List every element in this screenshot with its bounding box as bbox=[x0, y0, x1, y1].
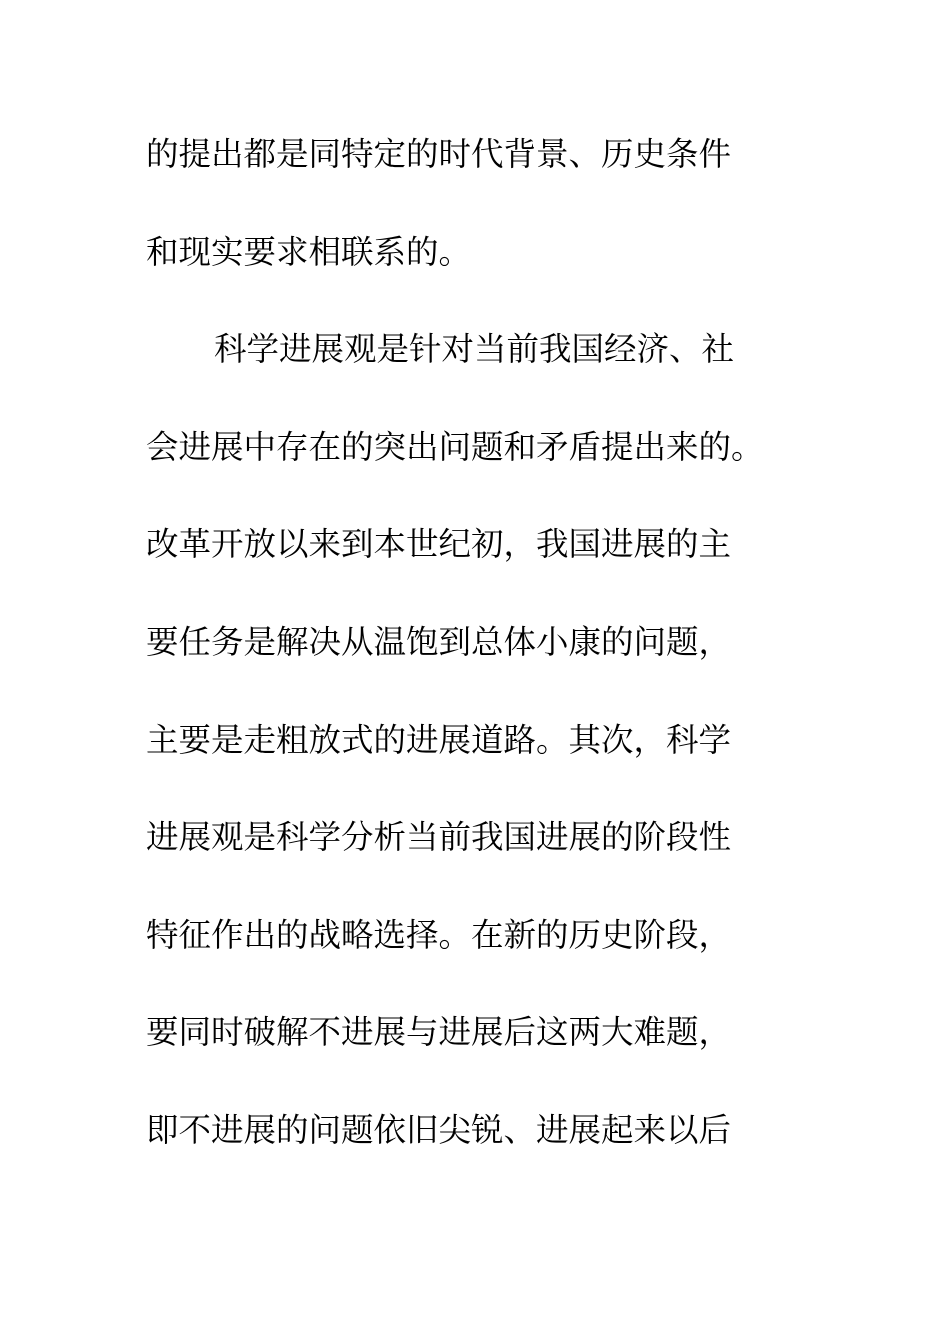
text-line: 改革开放以来到本世纪初，我国进展的主 bbox=[146, 525, 732, 564]
body-text bbox=[146, 122, 806, 1196]
text-line: 特征作出的战略选择。在新的历史阶段， bbox=[146, 915, 732, 954]
text-line: 主要是走粗放式的进展道路。其次，科学 bbox=[146, 720, 732, 759]
text-line: 即不进展的问题依旧尖锐、进展起来以后 bbox=[146, 1110, 732, 1149]
text-line: 要任务是解决从温饱到总体小康的问题， bbox=[146, 622, 732, 661]
text-line: 的提出都是同特定的时代背景、历史条件 bbox=[146, 135, 732, 173]
text-line: 要同时破解不进展与进展后这两大难题， bbox=[146, 1013, 732, 1052]
text-line: 和现实要求相联系的。 bbox=[146, 232, 472, 271]
paragraph-start-line: 科学进展观是针对当前我国经济、社 bbox=[214, 330, 735, 369]
text-line: 会进展中存在的突出问题和矛盾提出来的。 bbox=[146, 427, 764, 466]
text-line: 进展观是科学分析当前我国进展的阶段性 bbox=[146, 818, 732, 857]
